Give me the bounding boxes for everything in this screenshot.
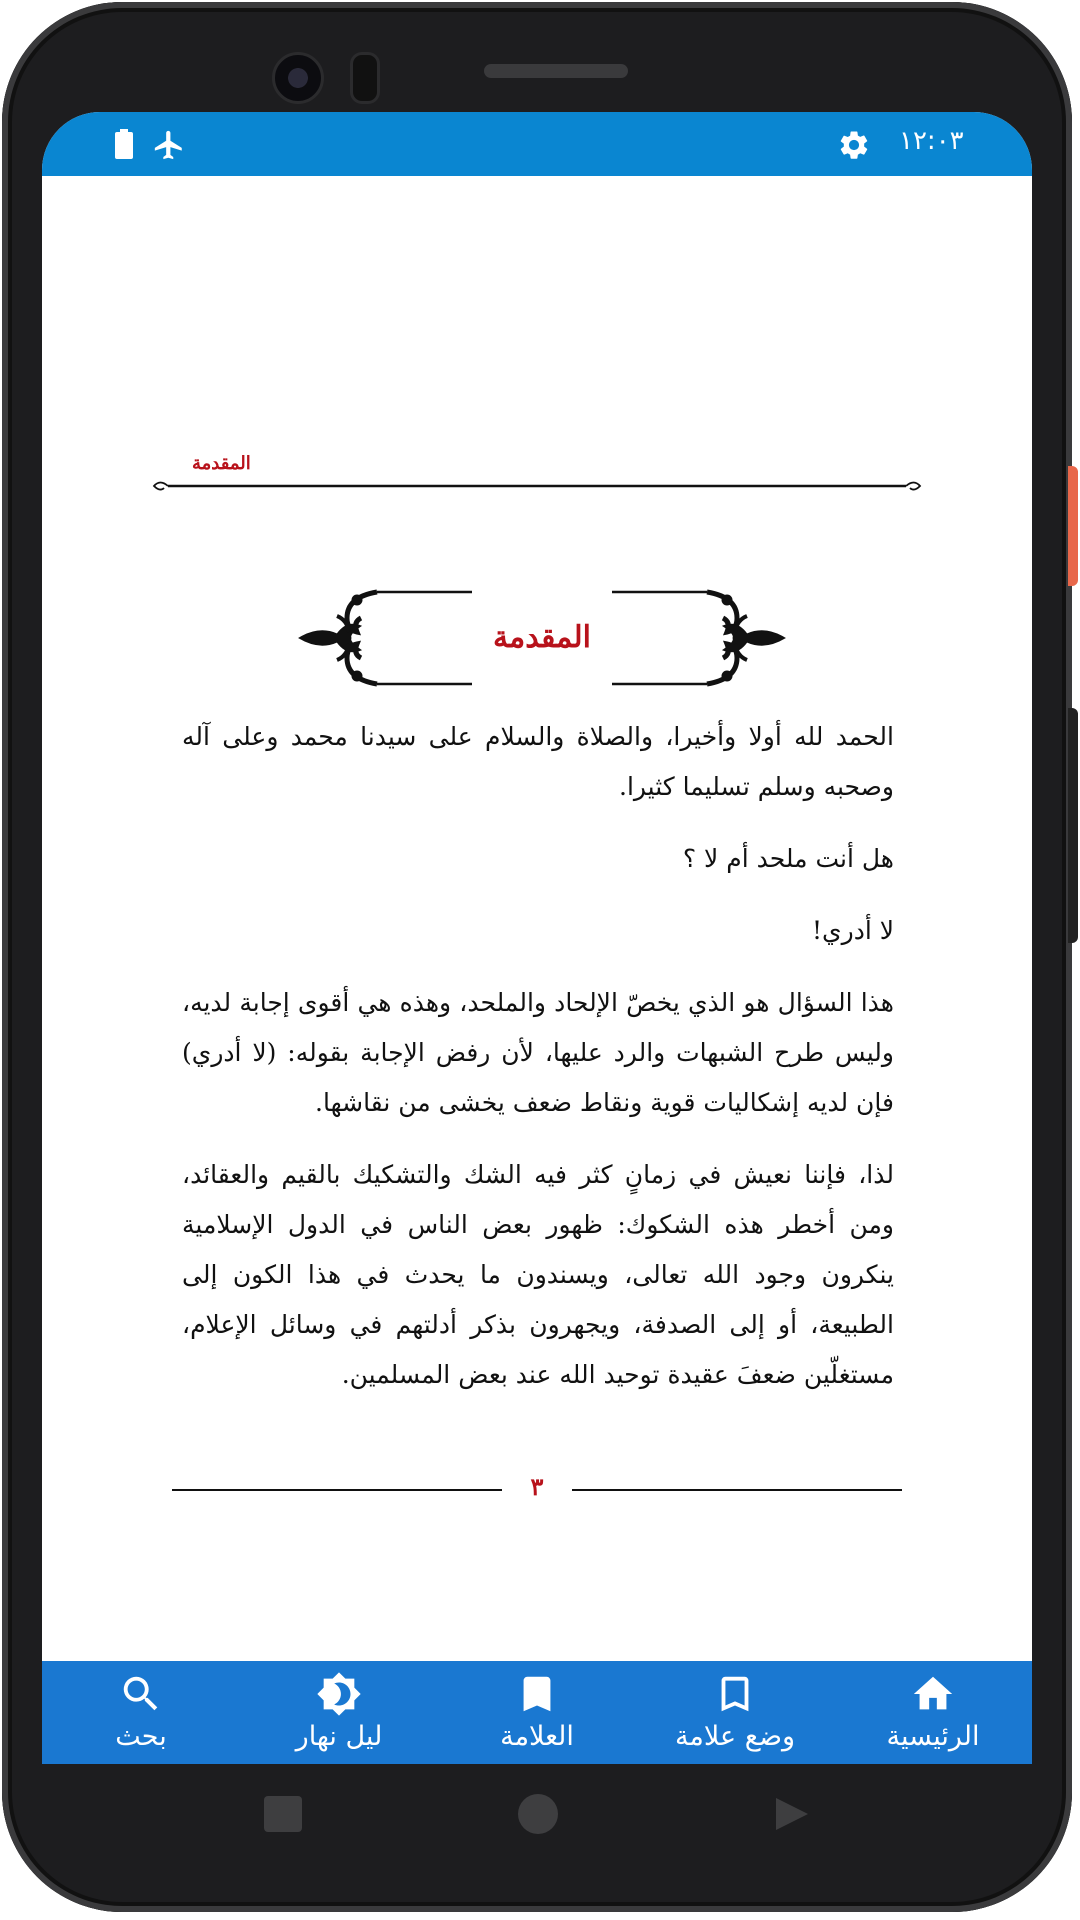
proximity-sensor [350,52,380,104]
power-button [1068,466,1078,586]
nav-home-label: الرئيسية [886,1721,980,1752]
home-icon [910,1671,956,1717]
settings-gear-icon [837,128,871,162]
chapter-title: المقدمة [493,620,591,655]
nav-search-label: بحث [115,1721,167,1752]
nav-home-button[interactable] [834,1661,1032,1764]
nav-add-bookmark-button[interactable] [636,1661,834,1764]
paragraph: لذا، فإننا نعيش في زمانٍ كثر فيه الشك والتشكيك بالقيم والعقائد، ومن أخطر هذه الشكوك: ظهور بعض الناس في الدول الإسلامية ينكرون وجود الله تعالى، ويسندون ما يحدث في هذا الكون إلى الطبيعة، أو إلى الصدفة، ويجهرون بذكر أدلتهم في وسائل الإعلام، مستغلّين ضعفَ عقيدة توحيد الله عند بعض المسلمين. [182,1160,894,1389]
home-circle-icon[interactable] [518,1794,558,1834]
brightness-icon [316,1671,362,1717]
nav-add-bookmark-label: وضع علامة [674,1721,796,1752]
footer-rule-left [172,1489,502,1491]
nav-bookmarks-button[interactable] [438,1661,636,1764]
nav-search-button[interactable] [42,1661,240,1764]
nav-night-day-label: ليل نهار [295,1721,383,1752]
battery-icon [114,129,134,159]
page-footer [172,1470,902,1510]
paragraph: هل أنت ملحد أم لا ؟ [682,844,894,873]
bottom-navigation [42,1661,1032,1764]
footer-rule-right [572,1489,902,1491]
paragraph: لا أدري! [812,916,894,945]
page-number: ٣ [530,1472,544,1501]
earpiece-speaker [484,64,628,78]
volume-button [1068,708,1078,943]
paragraph: الحمد لله أولا وأخيرا، والصلاة والسلام على سيدنا محمد وعلى آله وصحبه وسلم تسليما كثيرا. [182,722,894,801]
body-text [182,712,894,1422]
chapter-banner [297,582,787,694]
nav-bookmarks-label: العلامة [500,1721,574,1752]
running-header: المقدمة [192,453,251,474]
airplane-mode-icon [152,128,186,162]
nav-night-day-button[interactable] [240,1661,438,1764]
header-ornamental-rule [152,476,922,496]
screen [42,112,1032,1764]
status-time: ١٢:٠٣ [899,126,964,156]
paragraph: هذا السؤال هو الذي يخصّ الإلحاد والملحد، وهذه هي أقوى إجابة لديه، وليس طرح الشبهات والرد عليها، لأن رفض الإجابة بقوله: (لا أدري) فإن لديه إشكاليات قوية ونقاط ضعف يخشى من نقاشها. [182,988,894,1117]
front-camera [272,52,324,104]
recent-apps-icon[interactable] [264,1796,302,1832]
system-navigation-bar [42,1764,1032,1864]
bookmark-filled-icon [514,1671,560,1717]
status-bar [42,112,1032,176]
back-triangle-icon[interactable] [772,1794,812,1834]
search-icon [118,1671,164,1717]
bookmark-outline-icon [712,1671,758,1717]
